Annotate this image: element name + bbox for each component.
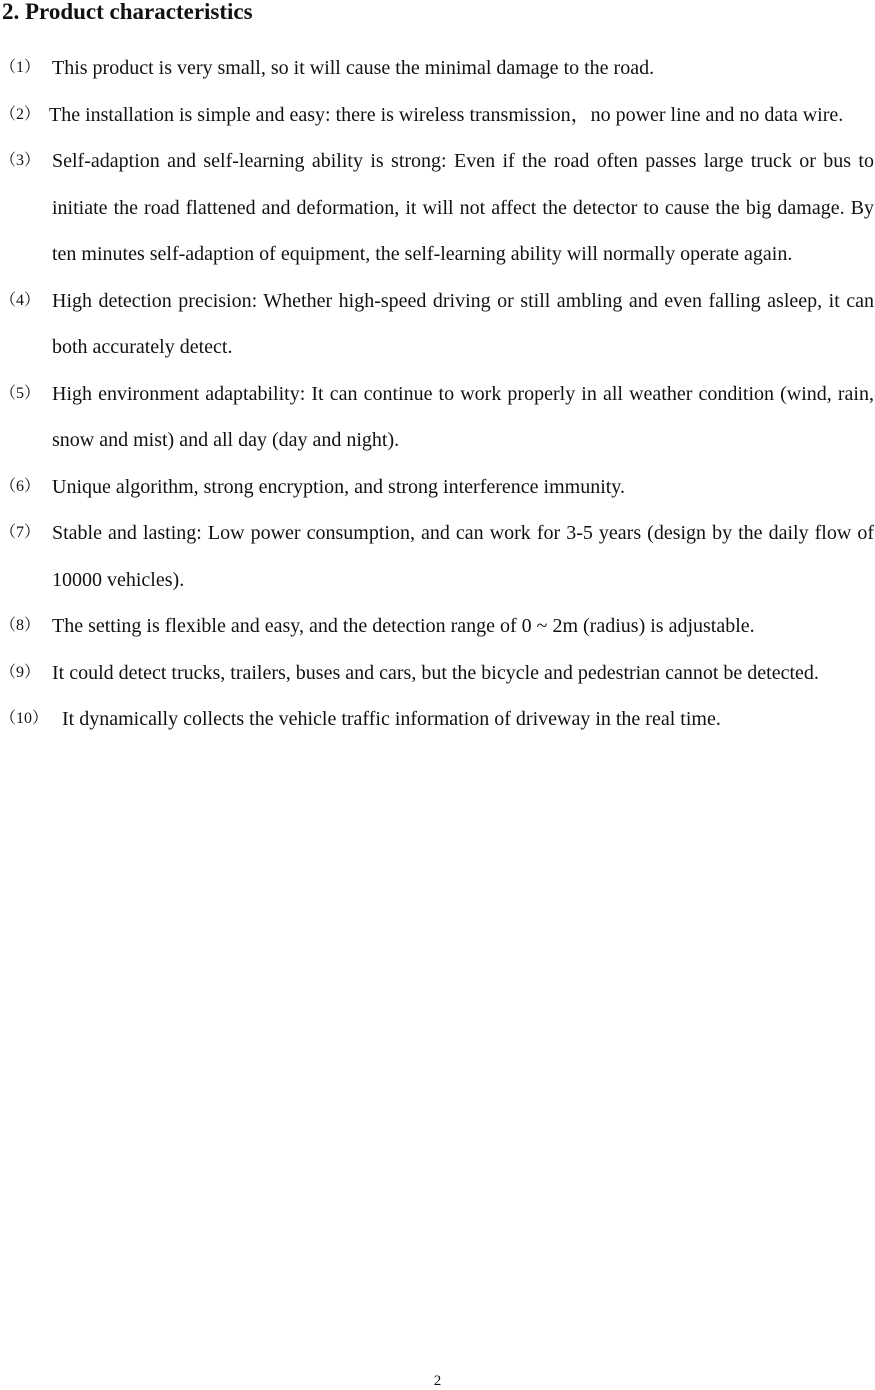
item-text: Unique algorithm, strong encryption, and strong interference immunity. <box>52 475 626 498</box>
item-number: （6） <box>0 477 41 495</box>
item-number: （2） <box>0 105 41 123</box>
list-item <box>0 371 874 464</box>
page-number: 2 <box>433 1373 442 1389</box>
item-text: Stable and lasting: Low power consumption, and can work for 3-5 years (design by the daily flow of 10000 vehicles). <box>52 522 874 591</box>
item-number: （1） <box>0 59 41 76</box>
list-item <box>0 650 874 697</box>
item-number: （4） <box>0 291 41 309</box>
list-item <box>0 45 874 92</box>
characteristics-list <box>0 45 874 743</box>
list-item <box>0 603 874 650</box>
item-number: （7） <box>0 524 41 541</box>
item-number: （5） <box>0 384 41 402</box>
section-heading: 2. Product characteristics <box>2 0 253 24</box>
list-item <box>0 696 874 743</box>
item-number: （9） <box>0 663 41 681</box>
list-item <box>0 92 874 139</box>
item-text: It dynamically collects the vehicle traffic information of driveway in the real time. <box>62 708 721 730</box>
item-text: It could detect trucks, trailers, buses and cars, but the bicycle and pedestrian cannot be detected. <box>52 661 819 684</box>
item-text: Self-adaption and self-learning ability is strong: Even if the road often passes large truck or bus to initiate the road flattened and deformation, it will not affect the detector to cause the big damage. By ten minutes self-adaption of equipment, the self-learning ability will normally operate again. <box>52 150 874 265</box>
item-text: High environment adaptability: It can continue to work properly in all weather condition (wind, rain, snow and mist) and all day (day and night). <box>52 382 874 451</box>
item-number: （10） <box>0 710 49 727</box>
list-item <box>0 278 874 371</box>
list-item <box>0 510 874 603</box>
item-text: High detection precision: Whether high-speed driving or still ambling and even falling asleep, it can both accurately detect. <box>52 289 874 358</box>
list-item <box>0 464 874 511</box>
item-text: This product is very small, so it will cause the minimal damage to the road. <box>52 57 655 79</box>
item-number: （3） <box>0 152 41 169</box>
item-text: The installation is simple and easy: there is wireless transmission，no power line and no data wire. <box>49 103 844 126</box>
item-number: （8） <box>0 617 41 634</box>
item-text: The setting is flexible and easy, and the detection range of 0 ~ 2m (radius) is adjustable. <box>52 615 755 637</box>
list-item <box>0 138 874 278</box>
